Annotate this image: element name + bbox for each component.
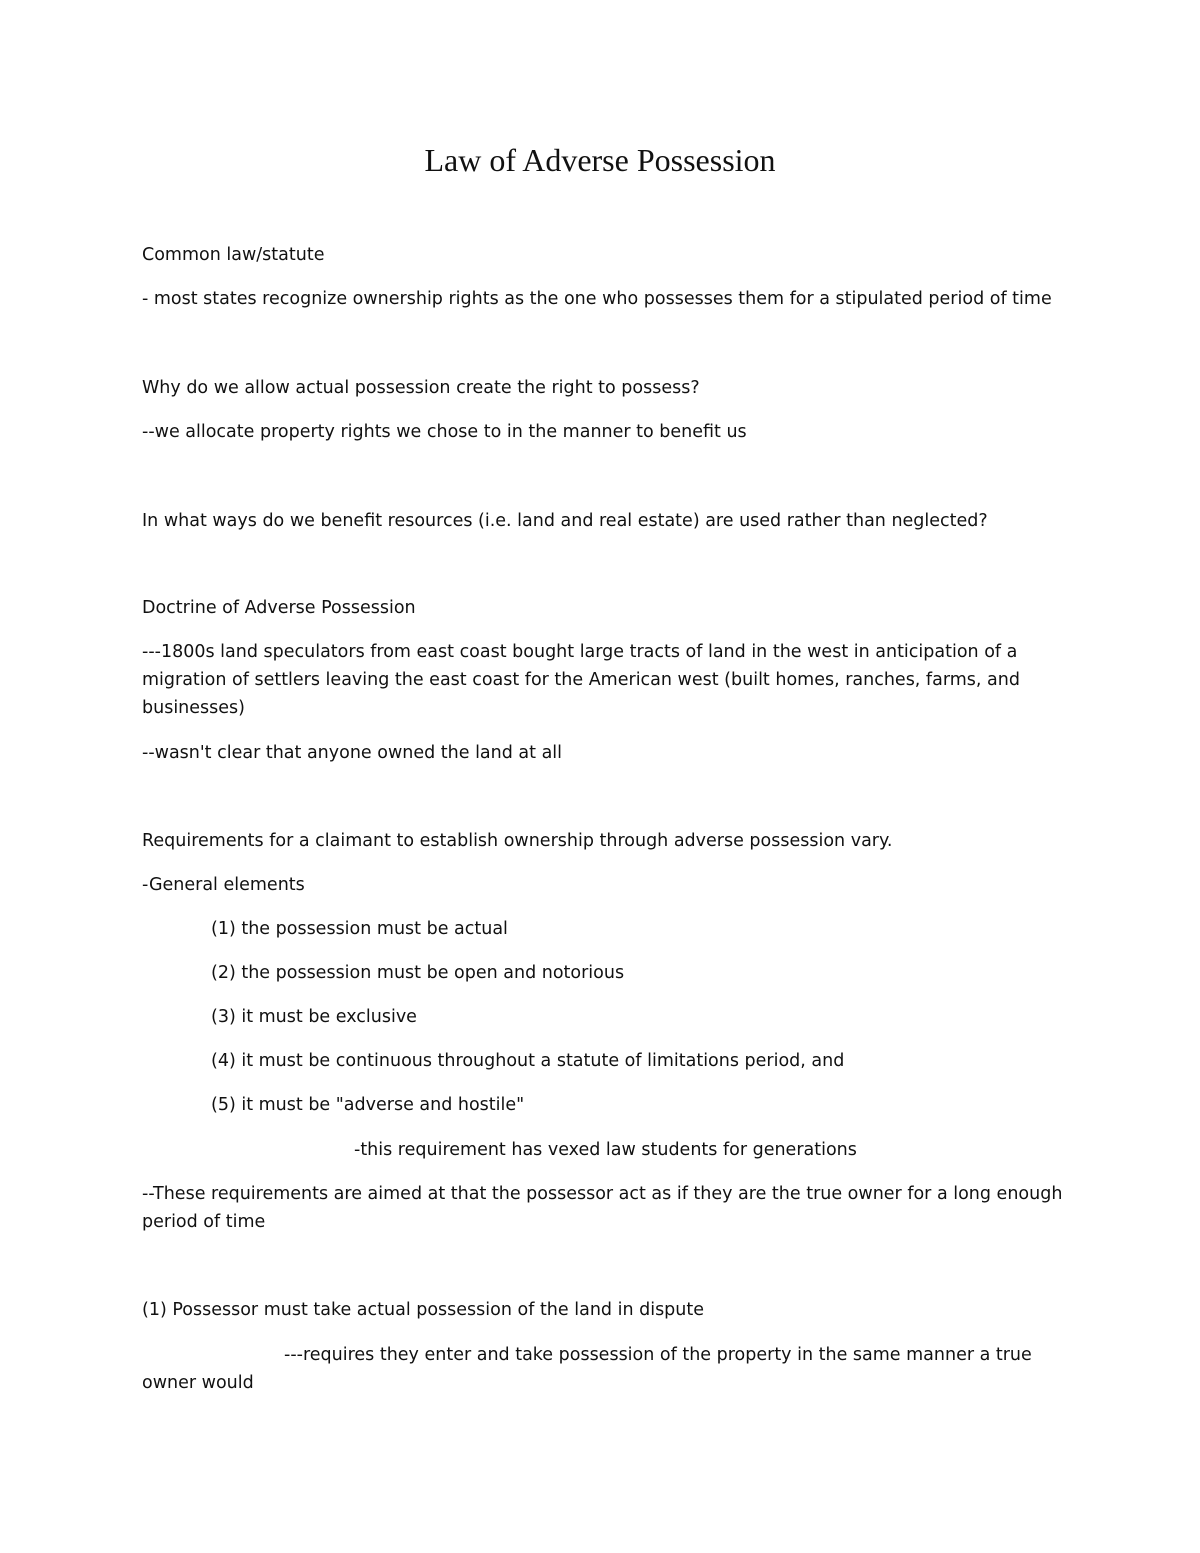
- element-item: (5) it must be "adverse and hostile": [211, 1095, 525, 1115]
- element-item: (4) it must be continuous throughout a statute of limitations period, and: [211, 1051, 845, 1071]
- requirements-intro: Requirements for a claimant to establish ownership through adverse possession vary.: [142, 831, 893, 851]
- doctrine-history-line-3: businesses): [142, 698, 245, 718]
- why-question: Why do we allow actual possession create the right to possess?: [142, 378, 700, 398]
- ways-question: In what ways do we benefit resources (i.e. land and real estate) are used rather than neglected?: [142, 511, 988, 531]
- doctrine-history-line-1: ---1800s land speculators from east coast bought large tracts of land in the west in anticipation of a: [142, 642, 1018, 662]
- doctrine-note: --wasn't clear that anyone owned the land at all: [142, 743, 563, 763]
- requirements-aim-line-2: period of time: [142, 1212, 266, 1232]
- element-item: (1) the possession must be actual: [211, 919, 508, 939]
- doctrine-history-line-2: migration of settlers leaving the east coast for the American west (built homes, ranches, farms, and: [142, 670, 1020, 690]
- document-title: Law of Adverse Possession: [424, 142, 776, 178]
- actual-possession-heading: (1) Possessor must take actual possession of the land in dispute: [142, 1300, 705, 1320]
- element-5-note: -this requirement has vexed law students for generations: [354, 1140, 857, 1160]
- requirements-aim-line-1: --These requirements are aimed at that the possessor act as if they are the true owner for a long enough: [142, 1184, 1063, 1204]
- actual-possession-detail-line-1: ---requires they enter and take possession of the property in the same manner a true: [284, 1345, 1032, 1365]
- common-law-heading: Common law/statute: [142, 245, 325, 265]
- general-elements-label: -General elements: [142, 875, 305, 895]
- element-item: (2) the possession must be open and notorious: [211, 963, 625, 983]
- doctrine-heading: Doctrine of Adverse Possession: [142, 598, 416, 618]
- actual-possession-detail-line-2: owner would: [142, 1373, 254, 1393]
- element-item: (3) it must be exclusive: [211, 1007, 417, 1027]
- common-law-point: - most states recognize ownership rights as the one who possesses them for a stipulated period of time: [142, 289, 1052, 309]
- why-answer: --we allocate property rights we chose to in the manner to benefit us: [142, 422, 747, 442]
